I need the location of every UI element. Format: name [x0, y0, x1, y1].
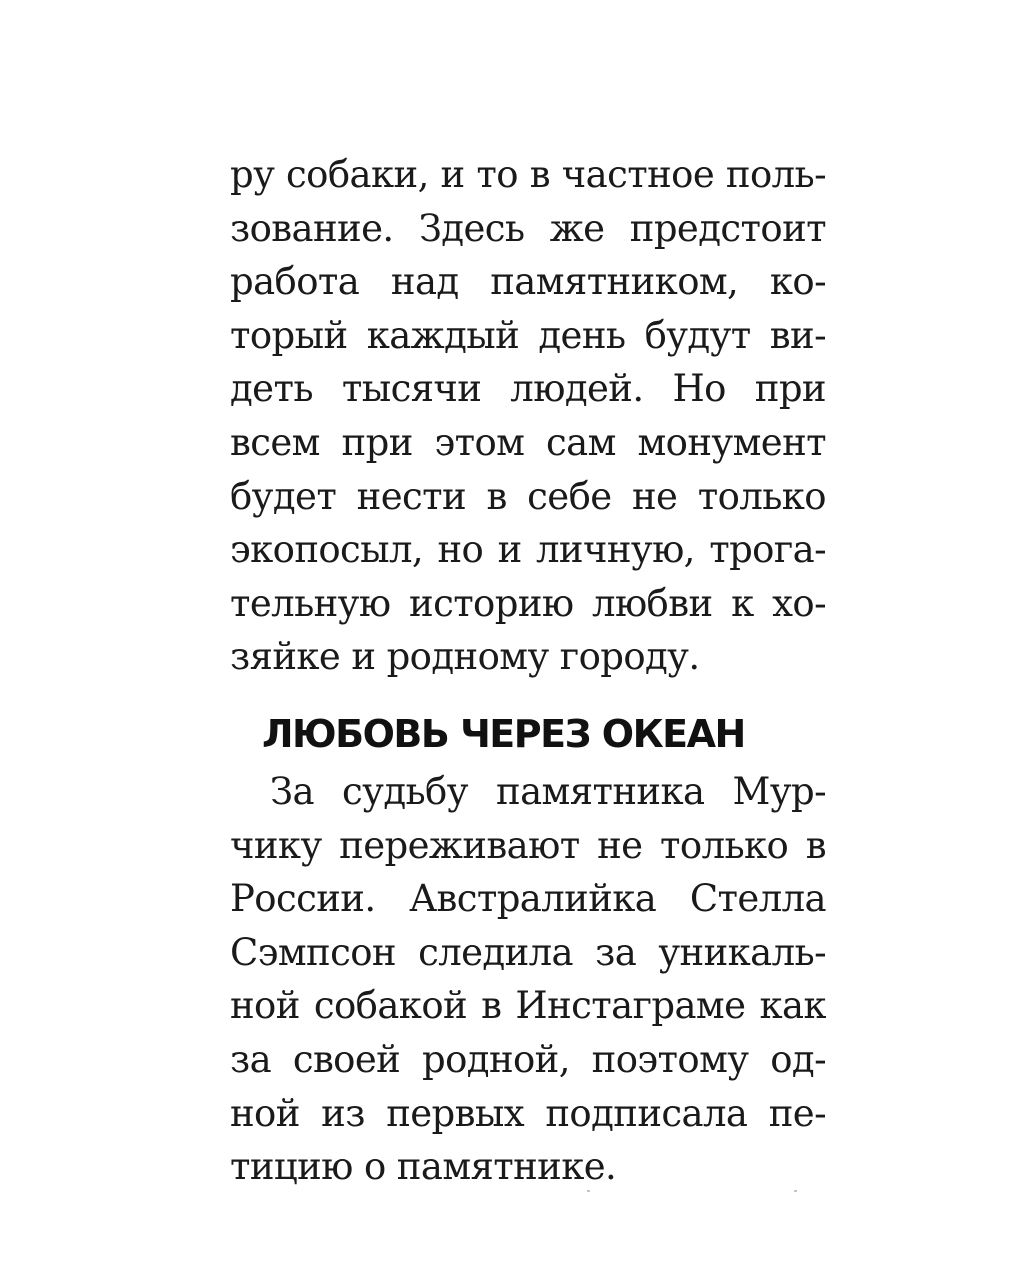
text-line: Сэмпсон следила за уникаль-	[230, 930, 826, 974]
text-line: экопосыл, но и личную, трога-	[230, 528, 826, 572]
text-line: зяйке и родному городу.	[230, 635, 700, 679]
text-line: зование. Здесь же предстоит	[230, 206, 826, 250]
paragraph-2	[230, 765, 826, 1194]
text-line: За судьбу памятника Мур-	[270, 770, 826, 813]
text-line: тельную историю любви к хо-	[230, 581, 826, 625]
section-heading: ЛЮБОВЬ ЧЕРЕЗ ОКЕАН	[262, 712, 745, 756]
text-line: торый каждый день будут ви-	[230, 313, 826, 357]
text-line: деть тысячи людей. Но при	[230, 367, 826, 411]
text-line: России. Австралийка Стелла	[230, 877, 826, 921]
text-line: за своей родной, поэтому од-	[230, 1037, 826, 1081]
text-line: ной из первых подписала пе-	[230, 1091, 826, 1135]
scan-speck	[587, 1190, 590, 1192]
paragraph-1	[230, 148, 826, 684]
text-line: будет нести в себе не только	[230, 474, 826, 518]
text-line: ной собакой в Инстаграме как	[230, 984, 826, 1028]
scan-speck	[794, 1190, 797, 1192]
text-line: ру собаки, и то в частное поль-	[230, 153, 826, 196]
text-line: всем при этом сам монумент	[230, 420, 826, 464]
text-line: работа над памятником, ко-	[230, 260, 826, 304]
text-line: чику переживают не только в	[230, 823, 826, 867]
text-line: тицию о памятнике.	[230, 1145, 617, 1189]
